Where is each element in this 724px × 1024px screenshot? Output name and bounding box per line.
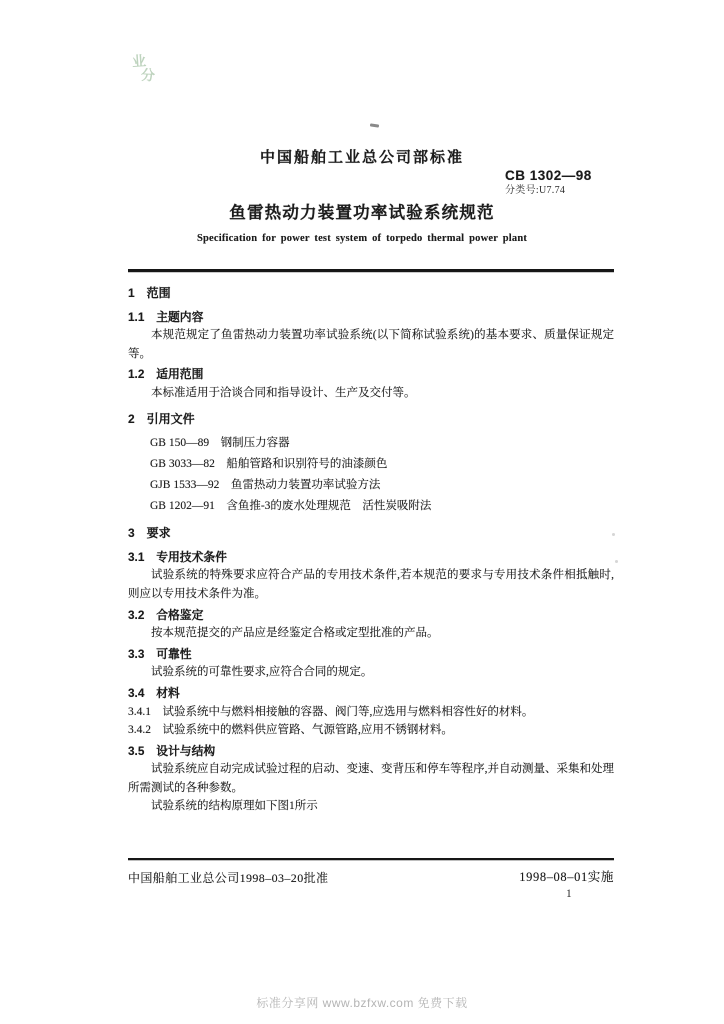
reference-item: GB 150—89 钢制压力容器: [150, 437, 290, 450]
subsection-heading: 3.5 设计与结构: [128, 743, 216, 758]
section-heading: 2 引用文件: [128, 411, 195, 426]
document-body: [128, 284, 614, 816]
scan-speck: [615, 560, 618, 563]
classification-number: 分类号:U7.74: [505, 184, 566, 196]
paragraph: 试验系统的可靠性要求,应符合合同的规定。: [151, 666, 373, 679]
numbered-clause: 3.4.2 试验系统中的燃料供应管路、气源管路,应用不锈钢材料。: [128, 724, 453, 737]
document-title-cn: 鱼雷热动力装置功率试验系统规范: [229, 204, 495, 222]
paragraph: 按本规范提交的产品应是经鉴定合格或定型批准的产品。: [151, 627, 439, 640]
paragraph: 试验系统应自动完成试验过程的启动、变速、变背压和停车等程序,并自动测量、采集和处理所需测试的各种参数。: [128, 763, 614, 794]
subsection-heading: 1.2 适用范围: [128, 367, 204, 382]
reference-item: GB 3033—82 船舶管路和识别符号的油漆颜色: [150, 458, 388, 471]
paragraph: 本规范规定了鱼雷热动力装置功率试验系统(以下简称试验系统)的基本要求、质量保证规定等。: [128, 329, 614, 360]
subsection-heading: 3.2 合格鉴定: [128, 607, 204, 622]
implementation-note: 1998–08–01实施: [519, 870, 614, 884]
scan-stamp-artifact: 分: [140, 66, 156, 84]
reference-item: GB 1202—91 含鱼推-3的废水处理规范 活性炭吸附法: [150, 500, 432, 513]
paragraph: 试验系统的结构原理如下图1所示: [151, 800, 318, 813]
scan-speck: [370, 123, 379, 127]
standard-org-title: 中国船舶工业总公司部标准: [259, 149, 464, 166]
paragraph: 本标准适用于洽谈合同和指导设计、生产及交付等。: [151, 386, 416, 399]
standard-number-block: [505, 169, 592, 196]
subsection-heading: 3.3 可靠性: [128, 646, 192, 661]
footer-rule: [128, 858, 614, 860]
subsection-heading: 3.1 专用技术条件: [128, 549, 227, 564]
subsection-heading: 3.4 材料: [128, 685, 180, 700]
section-heading: 3 要求: [128, 526, 171, 541]
header-rule: [128, 269, 614, 272]
standard-number: CB 1302—98: [505, 168, 592, 183]
paragraph: 试验系统的特殊要求应符合产品的专用技术条件,若本规范的要求与专用技术条件相抵触时,则应以专用技术条件为准。: [128, 569, 614, 600]
numbered-clause: 3.4.1 试验系统中与燃料相接触的容器、阀门等,应选用与燃料相容性好的材料。: [128, 705, 534, 718]
section-heading: 1 范围: [128, 286, 171, 300]
reference-item: GJB 1533—92 鱼雷热动力装置功率试验方法: [150, 479, 381, 492]
approval-note: 中国船舶工业总公司1998–03–20批准: [128, 871, 329, 885]
watermark-text: 标准分享网 www.bzfxw.com 免费下载: [256, 996, 468, 1010]
scan-stamp-artifact: 业: [131, 52, 147, 70]
subsection-heading: 1.1 主题内容: [128, 309, 204, 324]
page-number: 1: [566, 888, 572, 900]
document-title-en: Specification for power test system of torpedo thermal power plant: [196, 233, 528, 244]
